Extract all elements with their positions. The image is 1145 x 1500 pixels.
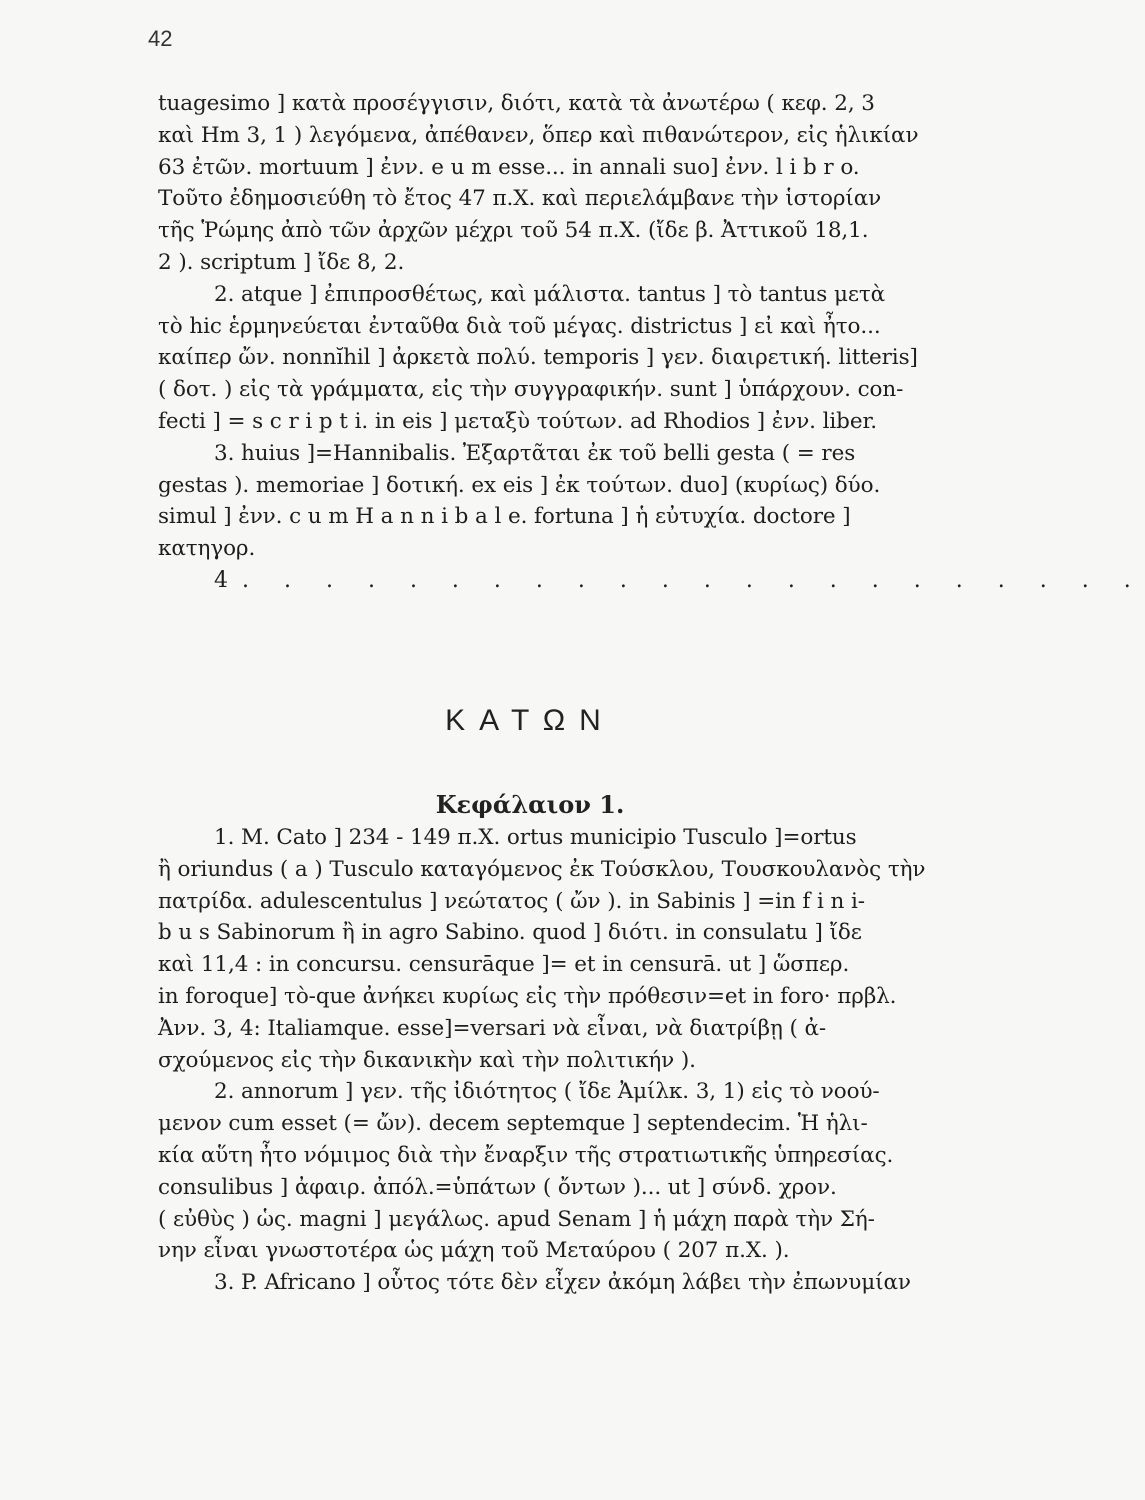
text-line: νην εἶναι γνωστοτέρα ὡς μάχη τοῦ Μεταύρου ( 207 π.Χ. ). — [158, 1238, 790, 1264]
text-line: τῆς Ῥώμης ἀπὸ τῶν ἀρχῶν μέχρι τοῦ 54 π.Χ. (ἴδε β. Ἀττικοῦ 18,1. — [158, 218, 869, 244]
page-number: 42 — [148, 26, 173, 51]
text-line: ( εὐθὺς ) ὡς. magni ] μεγάλως. apud Senam ] ἡ μάχη παρὰ τὴν Σή- — [158, 1206, 875, 1232]
commentary-section-top — [158, 88, 1145, 597]
text-line: κατηγορ. — [158, 536, 256, 562]
text-line: Ἀνν. 3, 4: Italiamque. esse]=versari νὰ εἶναι, νὰ διατρίβῃ ( ἀ- — [158, 1015, 827, 1041]
text-line: Τοῦτο ἐδημοσιεύθη τὸ ἔτος 47 π.Χ. καὶ περιελάμβανε τὴν ἱστορίαν — [158, 186, 882, 212]
text-line: simul ] ἐνν. c u m H a n n i b a l e. fortuna ] ἡ εὐτυχία. doctore ] — [158, 504, 851, 530]
text-line: καὶ 11,4 : in concursu. censurāque ]= et in censurā. ut ] ὥσπερ. — [158, 952, 850, 978]
text-line: b u s Sabinorum ἢ in agro Sabino. quod ] διότι. in consulatu ] ἴδε — [158, 920, 862, 946]
text-line: 3. huius ]=Hannibalis. Ἐξαρτᾶται ἐκ τοῦ belli gesta ( = res — [214, 440, 856, 466]
text-line: in foroque] τὸ-que ἀνήκει κυρίως εἰς τὴν πρόθεσιν=et in foro· πρβλ. — [158, 983, 897, 1009]
text-line: καὶ Hm 3, 1 ) λεγόμενα, ἀπέθανεν, ὅπερ καὶ πιθανώτερον, εἰς ἡλικίαν — [158, 122, 919, 148]
text-line: καίπερ ὤν. nonnĭhil ] ἀρκετὰ πολύ. temporis ] γεν. διαιρετική. litteris] — [158, 345, 918, 371]
text-line: πατρίδα. adulescentulus ] νεώτατος ( ὤν ). in Sabinis ] =in f i n i- — [158, 888, 865, 914]
text-line: 3. P. Africano ] οὗτος τότε δὲν εἶχεν ἀκόμη λάβει τὴν ἐπωνυμίαν — [214, 1270, 911, 1296]
text-line: 4. . . . . . . . . . . . . . . . . . . . . . — [214, 567, 1145, 593]
text-line: 1. M. Cato ] 234 - 149 π.Χ. ortus municipio Tusculo ]=ortus — [214, 825, 857, 850]
text-line: 2. atque ] ἐπιπροσθέτως, καὶ μάλιστα. tantus ] τὸ tantus μετὰ — [214, 281, 886, 307]
text-line: consulibus ] ἀφαιρ. ἀπόλ.=ὑπάτων ( ὄντων )... ut ] σύνδ. χρον. — [158, 1174, 837, 1200]
text-line: 2. annorum ] γεν. τῆς ἰδιότητος ( ἴδε Ἀμίλκ. 3, 1) εἰς τὸ νοού- — [214, 1079, 880, 1105]
text-line: fecti ] = s c r i p t i. in eis ] μεταξὺ τούτων. ad Rhodios ] ἐνν. liber. — [158, 408, 878, 434]
chapter-heading: Κεφάλαιον 1. — [435, 790, 625, 819]
text-line: ( δοτ. ) εἰς τὰ γράμματα, εἰς τὴν συγγραφικήν. sunt ] ὑπάρχουν. con- — [158, 377, 904, 403]
text-line: 63 ἐτῶν. mortuum ] ἐνν. e u m esse... in annali suo] ἐνν. l i b r o. — [158, 154, 860, 180]
text-line: μενον cum esset (= ὤν). decem septemque ] septendecim. Ἡ ἡλι- — [158, 1111, 868, 1137]
chapter-title: ΚΑΤΩΝ — [445, 704, 615, 737]
text-line: tuagesimo ] κατὰ προσέγγισιν, διότι, κατὰ τὰ ἀνωτέρω ( κεφ. 2, 3 — [158, 91, 875, 116]
text-line: 2 ). scriptum ] ἴδε 8, 2. — [158, 249, 405, 275]
text-line: κία αὕτη ἦτο νόμιμος διὰ τὴν ἔναρξιν τῆς στρατιωτικῆς ὑπηρεσίας. — [158, 1142, 894, 1168]
text-line: τὸ hic ἑρμηνεύεται ἐνταῦθα διὰ τοῦ μέγας. districtus ] εἰ καὶ ἦτο... — [158, 313, 881, 339]
text-line: σχούμενος εἰς τὴν δικανικὴν καὶ τὴν πολιτικήν ). — [158, 1047, 696, 1073]
commentary-section-bottom — [158, 822, 988, 1299]
text-line: gestas ). memoriae ] δοτική. ex eis ] ἐκ τούτων. duo] (κυρίως) δύο. — [158, 472, 881, 498]
text-line: ἢ oriundus ( a ) Tusculo καταγόμενος ἐκ Τούσκλου, Τουσκουλανὸς τὴν — [158, 856, 926, 882]
